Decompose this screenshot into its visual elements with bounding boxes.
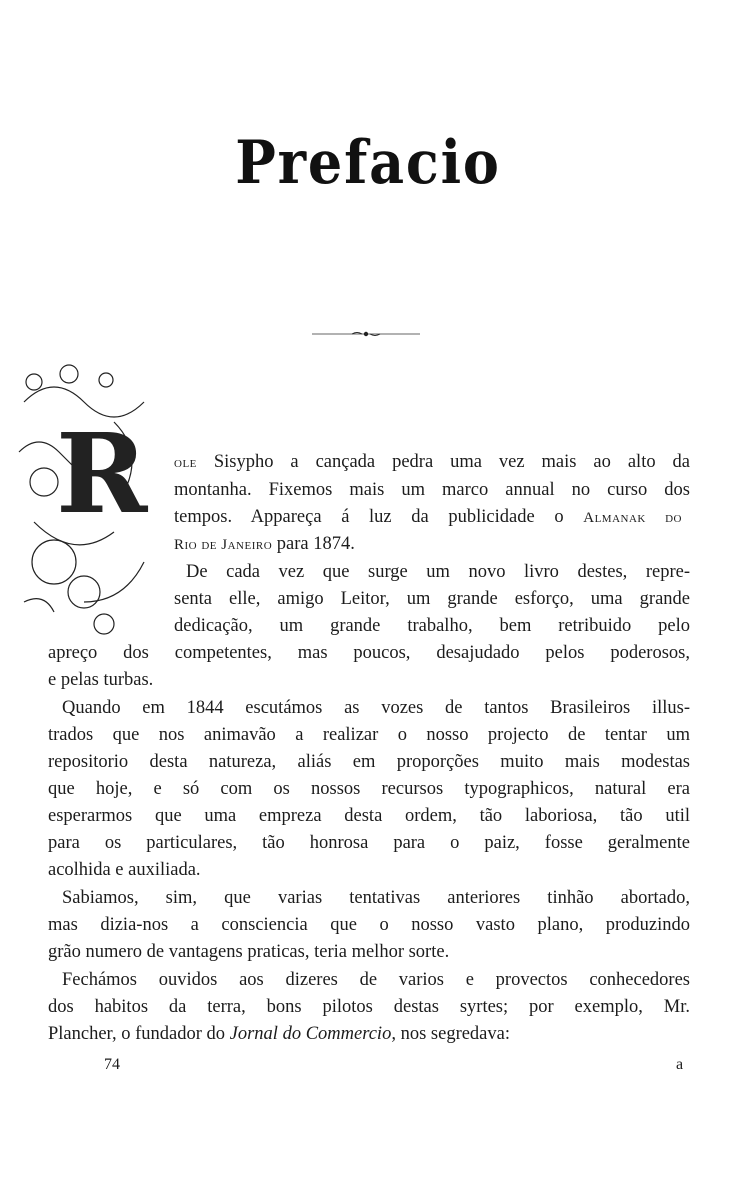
text-line: acolhida e auxiliada. <box>48 860 201 880</box>
text-line: apreço dos competentes, mas poucos, desajudado pelos poderosos, <box>48 643 690 663</box>
decorated-initial-r <box>14 362 174 642</box>
text-line: Plancher, o fundador do Jornal do Commercio, nos segredava: <box>48 1024 510 1044</box>
text-line: repositorio desta natureza, aliás em proporções muito mais modestas <box>48 752 690 772</box>
text-line: Sabiamos, sim, que varias tentativas anteriores tinhão abortado, <box>62 888 690 908</box>
text-line: e pelas turbas. <box>48 670 154 690</box>
text-line: esperarmos que uma empreza desta ordem, tão laboriosa, tão util <box>48 806 690 826</box>
text-line: ole Sisypho a cançada pedra uma vez mais ao alto da <box>174 452 690 472</box>
dropcap-letter: R <box>56 409 148 538</box>
text-line: Quando em 1844 escutámos as vozes de tantos Brasileiros illus- <box>62 698 690 718</box>
text-line: montanha. Fixemos mais um marco annual no curso dos <box>174 480 690 500</box>
text-line: para os particulares, tão honrosa para o paiz, fosse geralmente <box>48 833 690 853</box>
text-line: dos habitos da terra, bons pilotos destas syrtes; por exemplo, Mr. <box>48 997 690 1017</box>
ornamental-divider <box>312 330 420 338</box>
text-line: mas dizia-nos a consciencia que o nosso vasto plano, produzindo <box>48 915 690 935</box>
text-line: grão numero de vantagens praticas, teria melhor sorte. <box>48 942 450 962</box>
text-line: senta elle, amigo Leitor, um grande esforço, uma grande <box>174 589 690 609</box>
signature-mark: a <box>676 1056 684 1073</box>
text-line: tempos. Appareça á luz da publicidade o Almanak do <box>174 507 682 527</box>
text-line: dedicação, um grande trabalho, bem retribuido pelo <box>174 616 690 636</box>
text-line: Rio de Janeiro para 1874. <box>174 534 355 554</box>
text-line: trados que nos animavão a realizar o nosso projecto de tentar um <box>48 725 690 745</box>
page-number: 74 <box>104 1056 120 1073</box>
text-line: De cada vez que surge um novo livro destes, repre- <box>186 562 690 582</box>
page-title: Prefacio <box>235 128 501 198</box>
text-line: Fechámos ouvidos aos dizeres de varios e provectos conhecedores <box>62 970 690 990</box>
text-line: que hoje, e só com os nossos recursos typographicos, natural era <box>48 779 690 799</box>
